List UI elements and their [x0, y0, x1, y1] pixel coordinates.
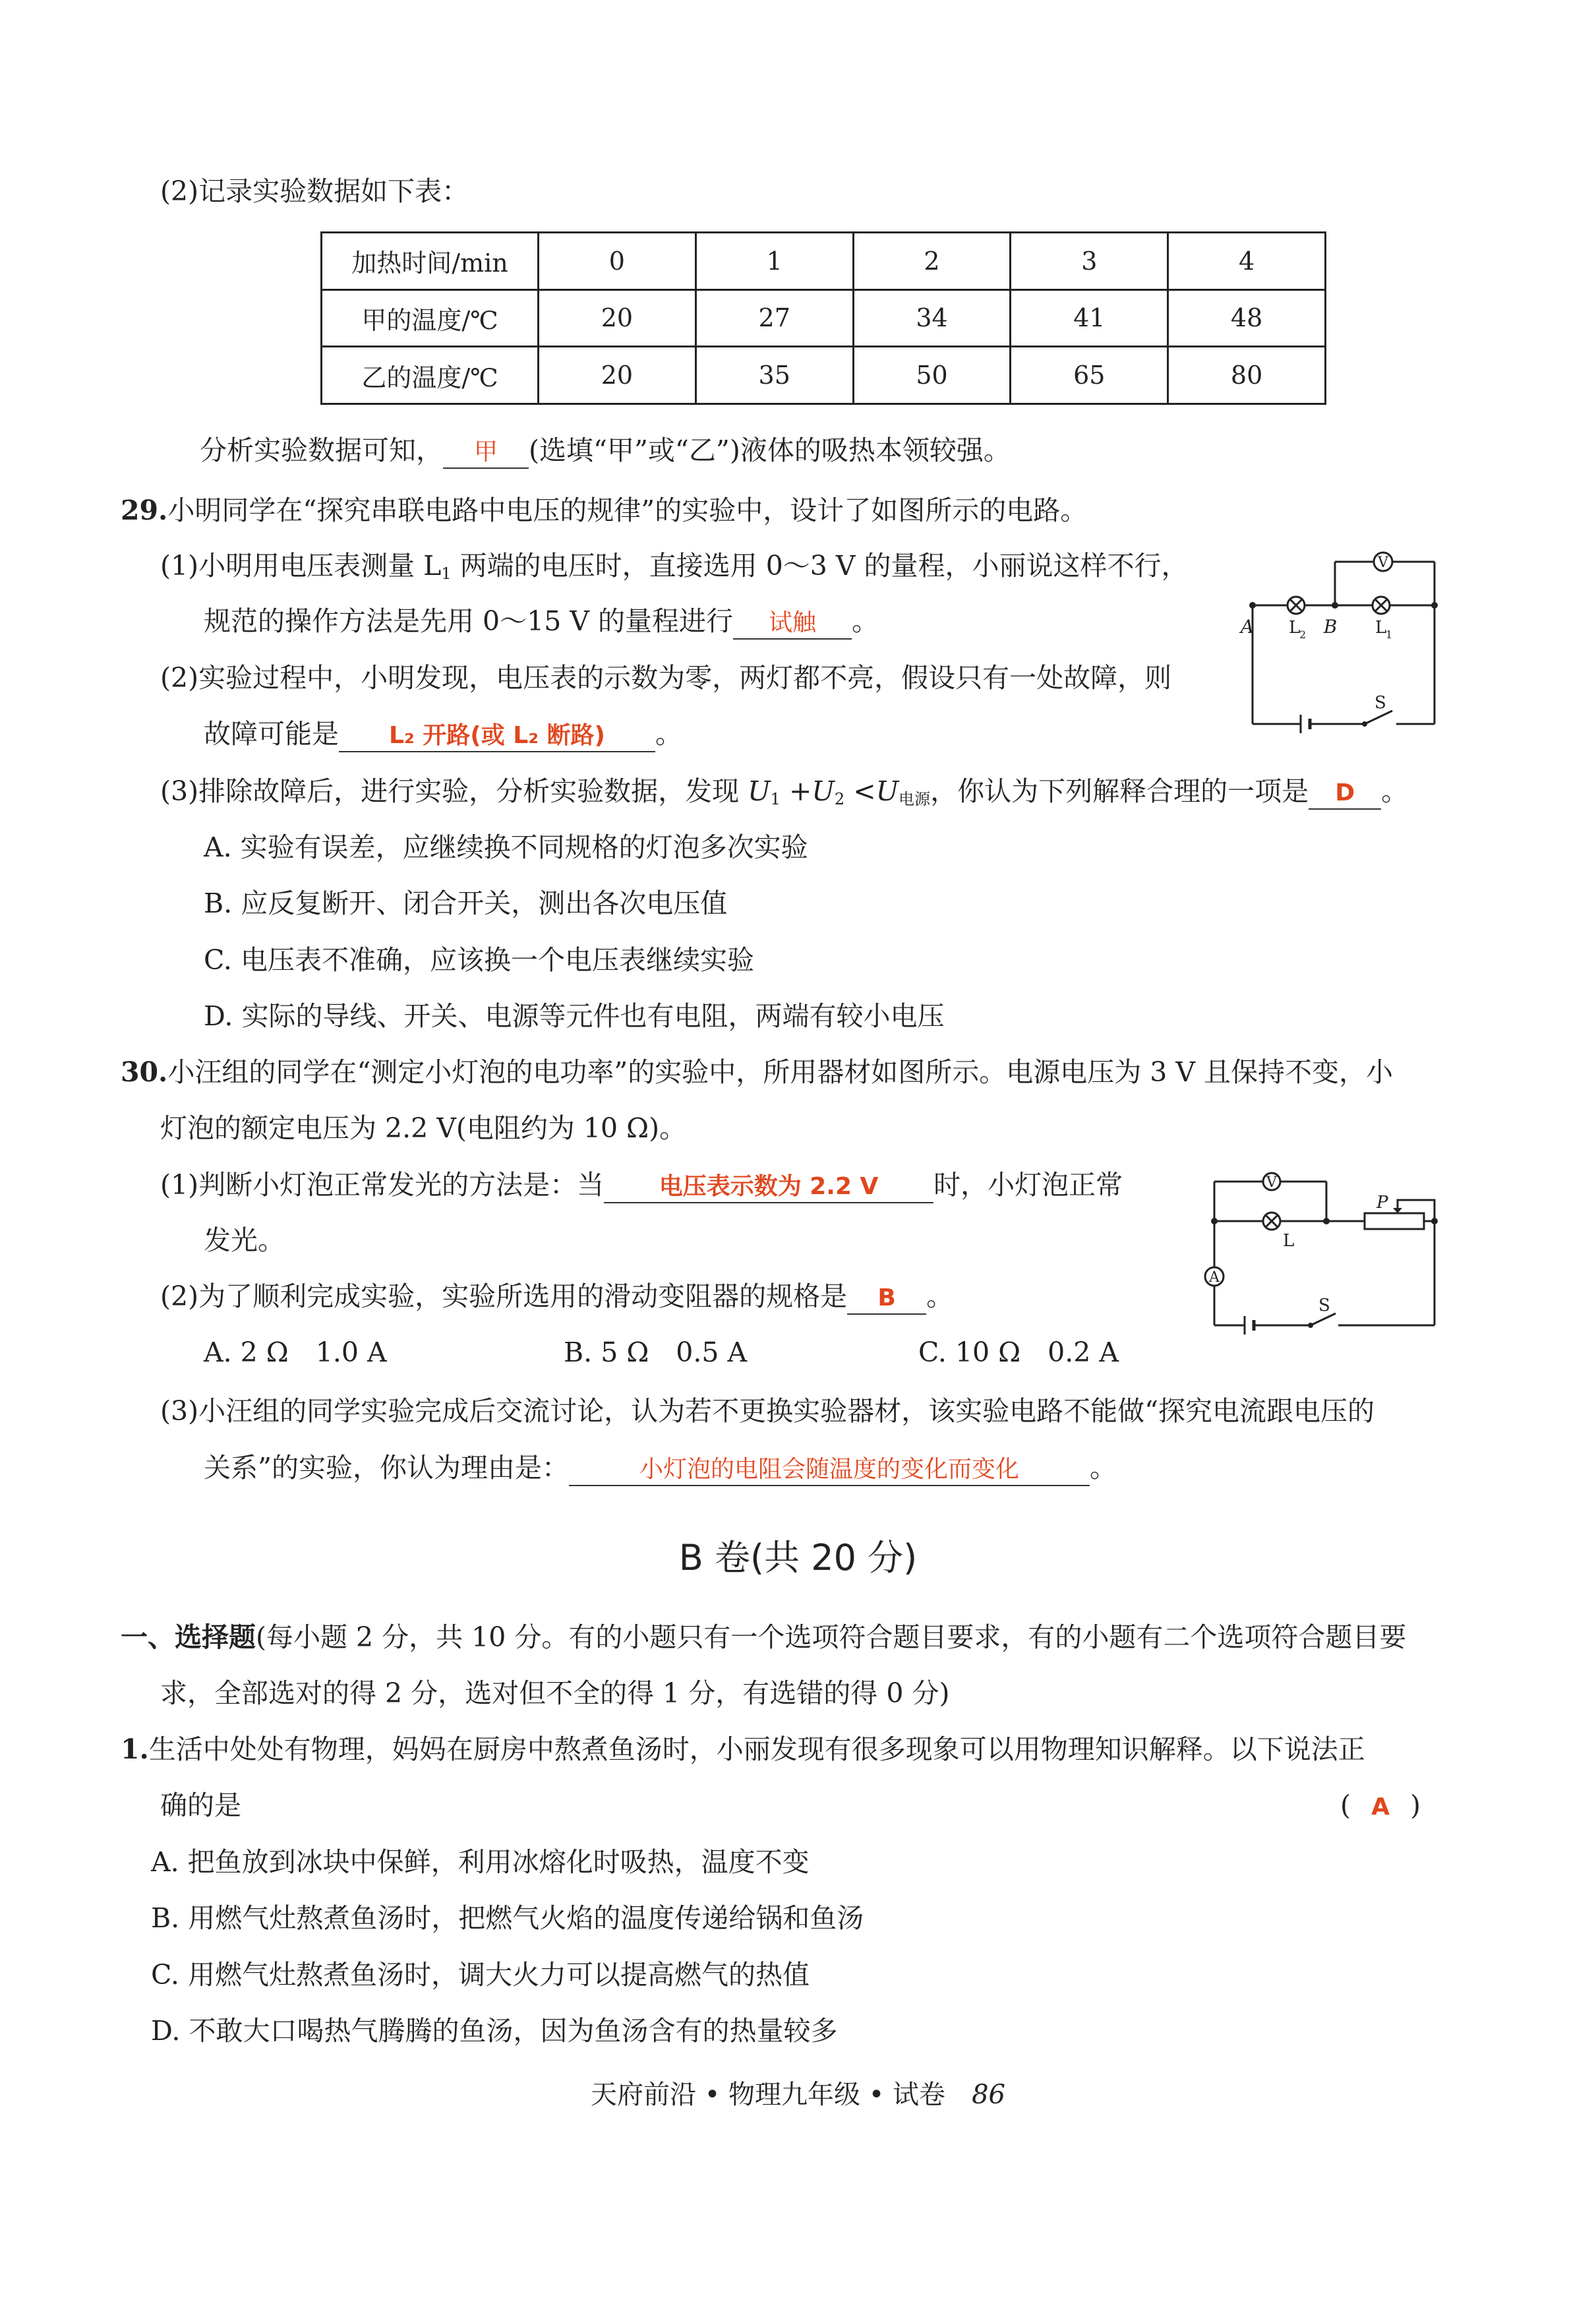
- svg-text:S: S: [1374, 693, 1386, 713]
- table-cell: 20: [539, 289, 696, 347]
- q30-option-b: B. 5 Ω 0.5 A: [564, 1337, 748, 1368]
- svg-text:L: L: [1283, 1231, 1295, 1251]
- q1-option-a: A. 把鱼放到冰块中保鲜，利用冰熔化时吸热，温度不变: [151, 1846, 810, 1878]
- answer-blank: 试触: [733, 608, 852, 640]
- table-cell: 乙的温度/℃: [322, 347, 539, 404]
- table-cell: 27: [695, 289, 853, 347]
- q29-stem: 29.小明同学在“探究串联电路中电压的规律”的实验中，设计了如图所示的电路。: [121, 495, 1088, 526]
- q30-part3-line2: 关系”的实验，你认为理由是： 小灯泡的电阻会随温度的变化而变化 。: [204, 1449, 1117, 1486]
- q29-part1-line2: 规范的操作方法是先用 0～15 V 的量程进行 试触 。: [204, 603, 879, 640]
- q1-option-c: C. 用燃气灶熬煮鱼汤时，调大火力可以提高燃气的热值: [151, 1959, 810, 1991]
- q30-part1: (1)判断小灯泡正常发光的方法是：当 电压表示数为 2.2 V 时，小灯泡正常: [160, 1166, 1123, 1203]
- q29-part2-line2: 故障可能是 L₂ 开路(或 L₂ 断路) 。: [204, 715, 682, 752]
- table-row: [322, 233, 1326, 290]
- section-b-title: B 卷(共 20 分): [678, 1537, 918, 1578]
- answer-blank: 电压表示数为 2.2 V: [604, 1172, 933, 1203]
- q30-circuit-diagram: [1200, 1167, 1450, 1345]
- table-cell: 0: [539, 233, 696, 290]
- table-cell: 34: [853, 289, 1011, 347]
- mc-instructions-line1: 一、选择题(每小题 2 分，共 10 分。有的小题只有一个选项符合题目要求，有的小题有二个选项符合题目要: [121, 1621, 1407, 1653]
- svg-text:V: V: [1378, 555, 1388, 571]
- q1-answer-bracket: ( A ): [1340, 1787, 1421, 1826]
- q28-conclusion: 分析实验数据可知， 甲 (选填“甲”或“乙”)液体的吸热本领较强。: [200, 432, 1011, 469]
- q30-part1-line2: 发光。: [204, 1224, 285, 1256]
- svg-text:S: S: [1318, 1296, 1330, 1315]
- table-cell: 1: [695, 233, 853, 290]
- q30-part2: (2)为了顺利完成实验，实验所选用的滑动变阻器的规格是 B 。: [160, 1278, 953, 1315]
- q29-option-c: C. 电压表不准确，应该换一个电压表继续实验: [204, 944, 754, 976]
- table-cell: 65: [1011, 347, 1168, 404]
- table-cell: 20: [539, 347, 696, 404]
- table-cell: 50: [853, 347, 1011, 404]
- q29-part1: (1)小明用电压表测量 $L_1$ 两端的电压时，直接选用 0～3 V 的量程，小丽说这样不行，: [160, 550, 1189, 583]
- q30-option-c: C. 10 Ω 0.2 A: [918, 1337, 1119, 1368]
- table-cell: 2: [853, 233, 1011, 290]
- answer-blank: B: [847, 1283, 926, 1315]
- table-cell: 加热时间/min: [322, 233, 539, 290]
- page-number: 86: [972, 2080, 1005, 2110]
- svg-text:L: L: [1289, 618, 1301, 638]
- table-cell: 48: [1168, 289, 1326, 347]
- mc-instructions-line2: 求，全部选对的得 2 分，选对但不全的得 1 分，有选错的得 0 分): [160, 1677, 950, 1709]
- q29-part3: (3)排除故障后，进行实验，分析实验数据，发现 $U_1 +U_2 <U_{电源}$，你认为下列解释合理的一项是 D 。: [160, 775, 1409, 808]
- svg-text:A: A: [1209, 1269, 1220, 1286]
- table-cell: 甲的温度/℃: [322, 289, 539, 347]
- q1-option-d: D. 不敢大口喝热气腾腾的鱼汤，因为鱼汤含有的热量较多: [151, 2015, 838, 2047]
- q1-option-b: B. 用燃气灶熬煮鱼汤时，把燃气火焰的温度传递给锅和鱼汤: [151, 1902, 864, 1934]
- svg-text:B: B: [1323, 616, 1338, 638]
- q1-stem-line2: 确的是: [160, 1789, 241, 1821]
- answer-blank: D: [1309, 778, 1381, 810]
- q28-part2-intro: (2)记录实验数据如下表：: [160, 175, 469, 207]
- answer-blank: 小灯泡的电阻会随温度的变化而变化: [569, 1455, 1090, 1486]
- answer-blank: 甲: [443, 437, 529, 469]
- q29-part2: (2)实验过程中，小明发现，电压表的示数为零，两灯都不亮，假设只有一处故障，则: [160, 662, 1172, 694]
- table-cell: 4: [1168, 233, 1326, 290]
- q30-option-a: A. 2 Ω 1.0 A: [204, 1337, 387, 1368]
- rheostat-icon: [1365, 1213, 1424, 1229]
- q29-option-b: B. 应反复断开、闭合开关，测出各次电压值: [204, 887, 728, 919]
- table-row: [322, 347, 1326, 404]
- table-cell: 35: [695, 347, 853, 404]
- data-table: [320, 231, 1326, 405]
- svg-text:1: 1: [1386, 628, 1393, 641]
- q30-stem-line1: 30.小汪组的同学在“测定小灯泡的电功率”的实验中，所用器材如图所示。电源电压为 3 V 且保持不变，小: [121, 1056, 1394, 1088]
- svg-text:V: V: [1266, 1174, 1277, 1191]
- svg-text:L: L: [1375, 618, 1387, 638]
- svg-text:A: A: [1240, 616, 1255, 638]
- q30-stem-line2: 灯泡的额定电压为 2.2 V(电阻约为 10 Ω)。: [160, 1112, 687, 1144]
- svg-text:P: P: [1376, 1193, 1388, 1213]
- answer-blank: L₂ 开路(或 L₂ 断路): [339, 721, 655, 752]
- page-footer: 天府前沿 • 物理九年级 • 试卷 86: [591, 2080, 1005, 2110]
- svg-text:2: 2: [1299, 628, 1307, 641]
- q29-circuit-diagram: [1220, 547, 1444, 738]
- table-cell: 41: [1011, 289, 1168, 347]
- q1-stem-line1: 1.生活中处处有物理，妈妈在厨房中熬煮鱼汤时，小丽发现有很多现象可以用物理知识解释。以下说法正: [121, 1733, 1365, 1765]
- q30-part3: (3)小汪组的同学实验完成后交流讨论，认为若不更换实验器材，该实验电路不能做“探究电流跟电压的: [160, 1395, 1375, 1427]
- table-row: [322, 289, 1326, 347]
- table-cell: 3: [1011, 233, 1168, 290]
- q29-option-d: D. 实际的导线、开关、电源等元件也有电阻，两端有较小电压: [204, 1000, 945, 1032]
- table-cell: 80: [1168, 347, 1326, 404]
- q29-option-a: A. 实验有误差，应继续换不同规格的灯泡多次实验: [204, 831, 808, 863]
- answer-blank: A: [1371, 1793, 1390, 1820]
